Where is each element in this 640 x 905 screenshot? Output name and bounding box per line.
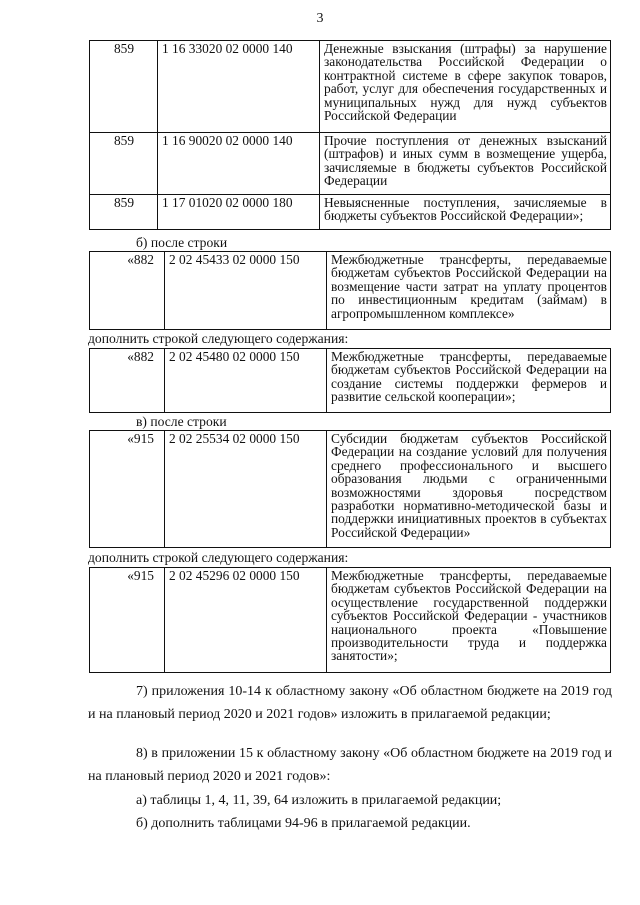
admin-code-cell: «915	[90, 431, 165, 548]
label-after-row-v: в) после строки	[136, 414, 227, 429]
description-cell: Межбюджетные трансферты, передаваемые бюджетам субъектов Российской Федерации на осуществление государственной поддержки субъектов Российской Федерации - участников национального проекта «Повышение производительности труда и поддержка занятости»;	[327, 568, 611, 673]
description-cell: Невыясненные поступления, зачисляемые в бюджеты субъектов Российской Федерации»;	[320, 195, 611, 230]
kbk-code-cell: 2 02 45296 02 0000 150	[165, 568, 327, 673]
table-row	[90, 431, 611, 548]
admin-code-cell: «882	[90, 252, 165, 330]
description-cell: Денежные взыскания (штрафы) за нарушение законодательства Российской Федерации о контрактной системе в сфере закупок товаров, работ, услуг для обеспечения государственных и муниципальных нужд для нужд субъектов Российской Федерации	[320, 41, 611, 133]
label-after-row-b: б) после строки	[136, 235, 228, 250]
admin-code-cell: 859	[90, 133, 158, 195]
table-row-882-existing	[89, 251, 611, 330]
admin-code-cell: 859	[90, 41, 158, 133]
paragraph-7: 7) приложения 10-14 к областному закону «Об областном бюджете на 2019 год и на плановый период 2020 и 2021 годов» изложить в прилагаемой редакции;	[88, 684, 612, 722]
kbk-code-cell: 1 17 01020 02 0000 180	[158, 195, 320, 230]
description-cell: Субсидии бюджетам субъектов Российской Федерации на создание условий для получения среднего профессионального и высшего образования людьми с ограниченными возможностями здоровья посредством разработки нормативно-методической базы и поддержки инициативных проектов в субъектах Российской Федерации»	[327, 431, 611, 548]
table-row	[90, 568, 611, 673]
kbk-code-cell: 2 02 45433 02 0000 150	[165, 252, 327, 330]
table-row-882-new	[89, 348, 611, 413]
label-add-row-2: дополнить строкой следующего содержания:	[88, 550, 349, 565]
description-cell: Межбюджетные трансферты, передаваемые бюджетам субъектов Российской Федерации на создание системы поддержки фермеров и развитие сельской кооперации»;	[327, 349, 611, 413]
label-add-row-1: дополнить строкой следующего содержания:	[88, 331, 349, 346]
kbk-code-cell: 1 16 33020 02 0000 140	[158, 41, 320, 133]
subparagraph-b: б) дополнить таблицами 94-96 в прилагаемой редакции.	[136, 816, 471, 831]
admin-code-cell: «882	[90, 349, 165, 413]
table-row	[90, 133, 611, 195]
table-row	[90, 195, 611, 230]
page-number: 3	[316, 11, 324, 26]
table-row-915-new	[89, 567, 611, 673]
kbk-code-cell: 2 02 45480 02 0000 150	[165, 349, 327, 413]
admin-code-cell: «915	[90, 568, 165, 673]
description-cell: Межбюджетные трансферты, передаваемые бюджетам субъектов Российской Федерации на возмещение части затрат на уплату процентов по инвестиционным кредитам (займам) в агропромышленном комплексе»	[327, 252, 611, 330]
table-row	[90, 252, 611, 330]
paragraph-8: 8) в приложении 15 к областному закону «Об областном бюджете на 2019 год и на плановый период 2020 и 2021 годов»:	[88, 746, 612, 784]
table-revenue-859	[89, 40, 611, 230]
table-row-915-existing	[89, 430, 611, 548]
table-row	[90, 41, 611, 133]
kbk-code-cell: 1 16 90020 02 0000 140	[158, 133, 320, 195]
description-cell: Прочие поступления от денежных взысканий (штрафов) и иных сумм в возмещение ущерба, зачисляемые в бюджеты субъектов Российской Федерации	[320, 133, 611, 195]
subparagraph-a: а) таблицы 1, 4, 11, 39, 64 изложить в прилагаемой редакции;	[136, 793, 502, 808]
table-row	[90, 349, 611, 413]
kbk-code-cell: 2 02 25534 02 0000 150	[165, 431, 327, 548]
admin-code-cell: 859	[90, 195, 158, 230]
